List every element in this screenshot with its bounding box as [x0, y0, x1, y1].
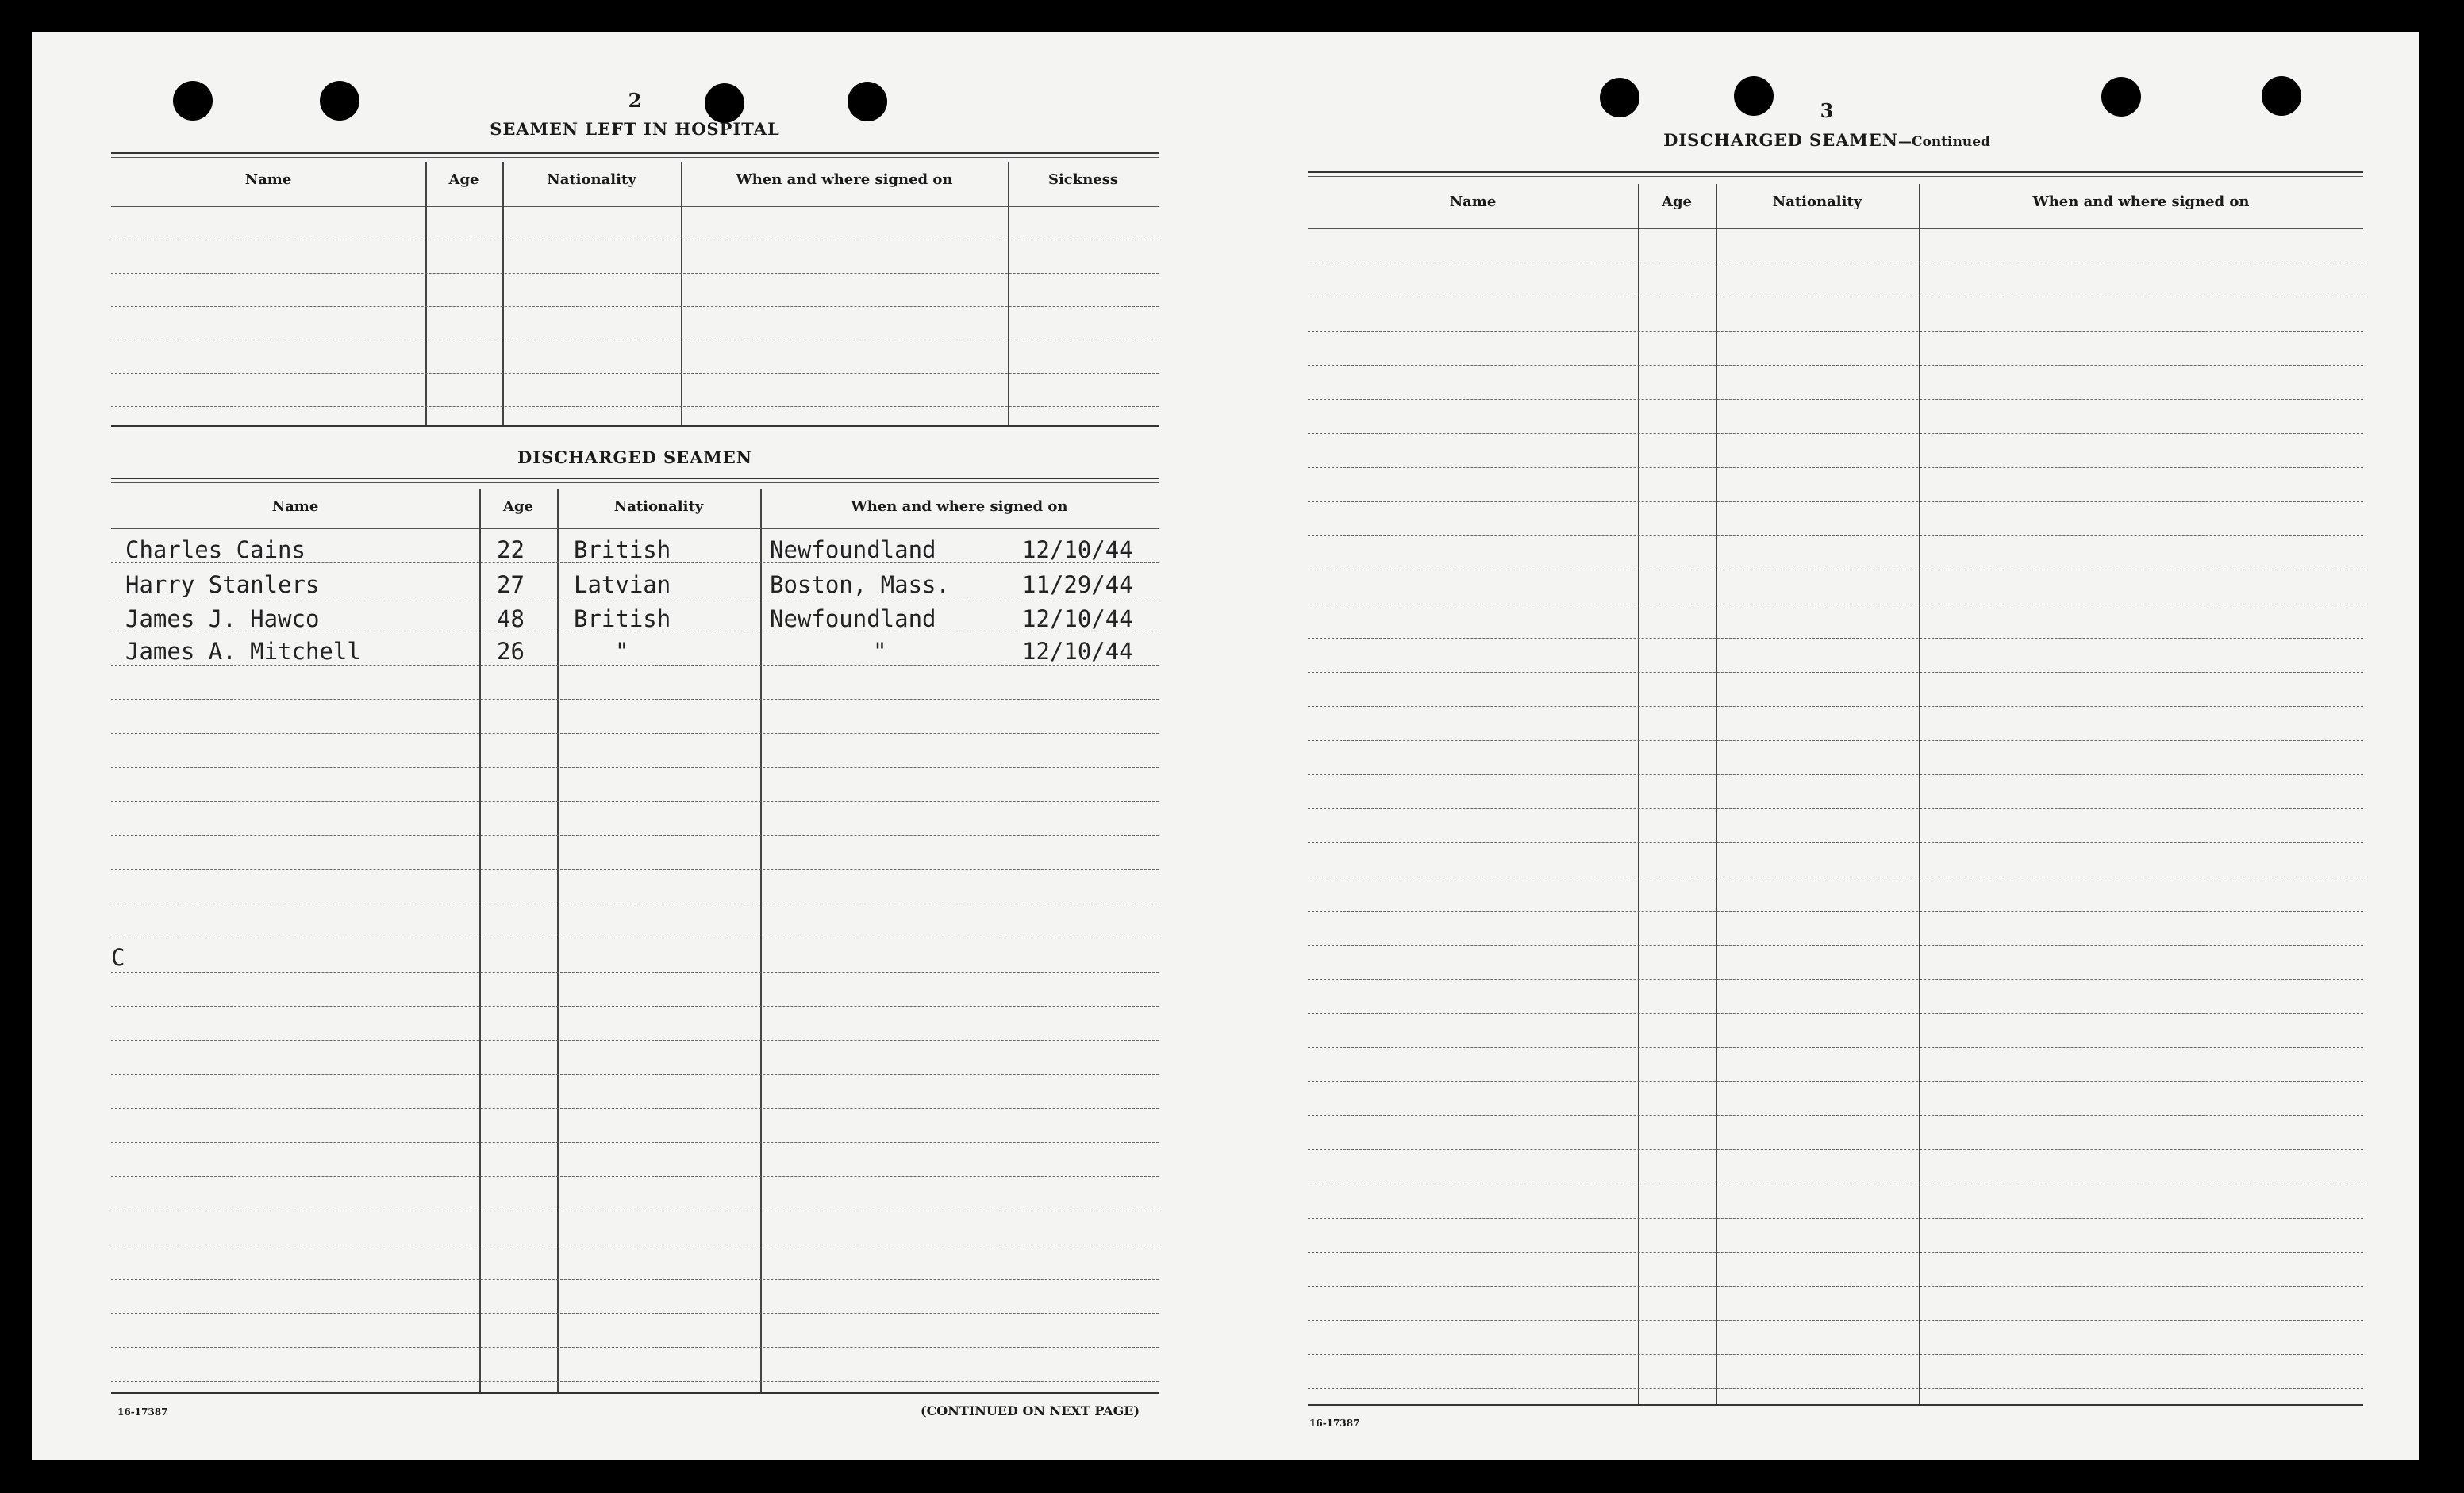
- row-rule: [1308, 740, 2363, 741]
- row-rule: [1308, 331, 2363, 332]
- row-rule: [1308, 672, 2363, 673]
- column-divider: [760, 489, 762, 1392]
- punch-hole: [2101, 77, 2141, 117]
- entry-name: Charles Cains: [125, 536, 306, 563]
- column-divider: [1919, 184, 1920, 1404]
- row-rule: [1308, 638, 2363, 639]
- table-top-rule: [1308, 176, 2363, 177]
- column-header-nationality: Nationality: [1772, 194, 1862, 210]
- margin-mark: C: [111, 944, 125, 971]
- punch-hole: [1600, 78, 1639, 117]
- row-rule: [111, 1006, 1159, 1007]
- punch-hole: [848, 82, 887, 121]
- entry-age: 26: [497, 638, 525, 665]
- row-rule: [1308, 1286, 2363, 1287]
- discharged-continued-title: [1589, 130, 2065, 150]
- row-rule: [1308, 1081, 2363, 1082]
- entry-nationality: British: [574, 605, 671, 632]
- row-rule: [111, 1176, 1159, 1177]
- row-rule: [1308, 1047, 2363, 1048]
- row-rule: [1308, 1388, 2363, 1389]
- row-rule: [111, 733, 1159, 734]
- entry-signed-date: 12/10/44: [1022, 536, 1133, 563]
- row-rule: [1308, 535, 2363, 536]
- entry-nationality: ": [615, 638, 629, 665]
- entry-signed-place: Newfoundland: [770, 605, 936, 632]
- header-rule: [111, 528, 1159, 529]
- row-rule: [111, 1142, 1159, 1143]
- table-bottom-rule: [111, 1392, 1159, 1394]
- column-header-age: Age: [448, 171, 479, 188]
- title-main: DISCHARGED SEAMEN: [1663, 130, 1898, 150]
- table-top-rule: [1308, 171, 2363, 173]
- column-header-when-and-where-signed-on: When and where signed on: [851, 498, 1068, 515]
- row-rule: [111, 801, 1159, 802]
- row-rule: [111, 767, 1159, 768]
- row-rule: [1308, 1252, 2363, 1253]
- column-header-name: Name: [271, 498, 319, 515]
- entry-name: Harry Stanlers: [125, 571, 320, 598]
- punch-hole: [1734, 76, 1774, 116]
- entry-signed-place: ": [873, 638, 887, 665]
- entry-signed-date: 12/10/44: [1022, 605, 1133, 632]
- punch-hole: [173, 81, 213, 121]
- row-rule: [1308, 1149, 2363, 1150]
- column-header-name: Name: [1449, 194, 1497, 210]
- row-rule: [111, 699, 1159, 700]
- header-rule: [1308, 228, 2363, 229]
- table-bottom-rule: [111, 425, 1159, 427]
- row-rule: [111, 1313, 1159, 1314]
- row-rule: [111, 1108, 1159, 1109]
- entry-name: James J. Hawco: [125, 605, 320, 632]
- table-top-rule: [111, 478, 1159, 479]
- row-rule: [111, 273, 1159, 274]
- row-rule: [111, 1347, 1159, 1348]
- entry-age: 22: [497, 536, 525, 563]
- column-divider: [681, 162, 682, 425]
- table-top-rule: [111, 157, 1159, 158]
- row-rule: [1308, 433, 2363, 434]
- row-rule: [1308, 1354, 2363, 1355]
- column-header-when-and-where-signed-on: When and where signed on: [2032, 194, 2250, 210]
- row-rule: [111, 835, 1159, 836]
- entry-signed-date: 12/10/44: [1022, 638, 1133, 665]
- page-number: 2: [628, 89, 642, 112]
- right-page: [1244, 32, 2419, 1460]
- row-rule: [111, 306, 1159, 307]
- table-top-rule: [111, 152, 1159, 154]
- row-rule: [111, 406, 1159, 407]
- entry-age: 27: [497, 571, 525, 598]
- row-rule: [1308, 501, 2363, 502]
- entry-signed-place: Newfoundland: [770, 536, 936, 563]
- row-rule: [111, 972, 1159, 973]
- row-rule: [111, 869, 1159, 870]
- row-rule: [1308, 706, 2363, 707]
- punch-hole: [320, 81, 359, 121]
- discharged-section-title: DISCHARGED SEAMEN: [517, 447, 752, 467]
- row-rule: [1308, 808, 2363, 809]
- column-header-nationality: Nationality: [613, 498, 704, 515]
- form-number: 16-17387: [117, 1407, 168, 1418]
- hospital-section-title: SEAMEN LEFT IN HOSPITAL: [490, 119, 780, 139]
- row-rule: [1308, 1013, 2363, 1014]
- row-rule: [1308, 1115, 2363, 1116]
- page-number: 3: [1820, 99, 1834, 122]
- row-rule: [111, 665, 1159, 666]
- row-rule: [111, 1074, 1159, 1075]
- form-number: 16-17387: [1309, 1418, 1360, 1429]
- row-rule: [1308, 774, 2363, 775]
- header-rule: [111, 206, 1159, 207]
- column-divider: [1716, 184, 1717, 1404]
- column-divider: [1008, 162, 1009, 425]
- row-rule: [1308, 399, 2363, 400]
- column-header-when-and-where-signed-on: When and where signed on: [736, 171, 953, 188]
- punch-hole: [705, 83, 744, 123]
- column-divider: [425, 162, 427, 425]
- table-bottom-rule: [1308, 1404, 2363, 1406]
- column-header-age: Age: [502, 498, 533, 515]
- row-rule: [1308, 945, 2363, 946]
- column-header-sickness: Sickness: [1047, 171, 1119, 188]
- column-divider: [1638, 184, 1639, 1404]
- column-header-nationality: Nationality: [547, 171, 636, 188]
- row-rule: [1308, 365, 2363, 366]
- column-header-name: Name: [244, 171, 292, 188]
- row-rule: [1308, 467, 2363, 468]
- row-rule: [1308, 1218, 2363, 1219]
- column-divider: [557, 489, 559, 1392]
- entry-age: 48: [497, 605, 525, 632]
- row-rule: [111, 373, 1159, 374]
- column-divider: [479, 489, 481, 1392]
- table-top-rule: [111, 482, 1159, 483]
- column-header-age: Age: [1661, 194, 1692, 210]
- row-rule: [1308, 1320, 2363, 1321]
- row-rule: [1308, 979, 2363, 980]
- entry-nationality: British: [574, 536, 671, 563]
- row-rule: [111, 1279, 1159, 1280]
- punch-hole: [2262, 76, 2301, 116]
- left-page: [32, 32, 1244, 1460]
- column-divider: [502, 162, 504, 425]
- continued-note: (CONTINUED ON NEXT PAGE): [921, 1403, 1140, 1418]
- entry-signed-date: 11/29/44: [1022, 571, 1133, 598]
- row-rule: [1308, 842, 2363, 843]
- title-suffix: —Continued: [1897, 134, 1990, 150]
- entry-name: James A. Mitchell: [125, 638, 361, 665]
- entry-signed-place: Boston, Mass.: [770, 571, 950, 598]
- row-rule: [111, 1040, 1159, 1041]
- row-rule: [111, 1381, 1159, 1382]
- row-rule: [1308, 911, 2363, 912]
- entry-nationality: Latvian: [574, 571, 671, 598]
